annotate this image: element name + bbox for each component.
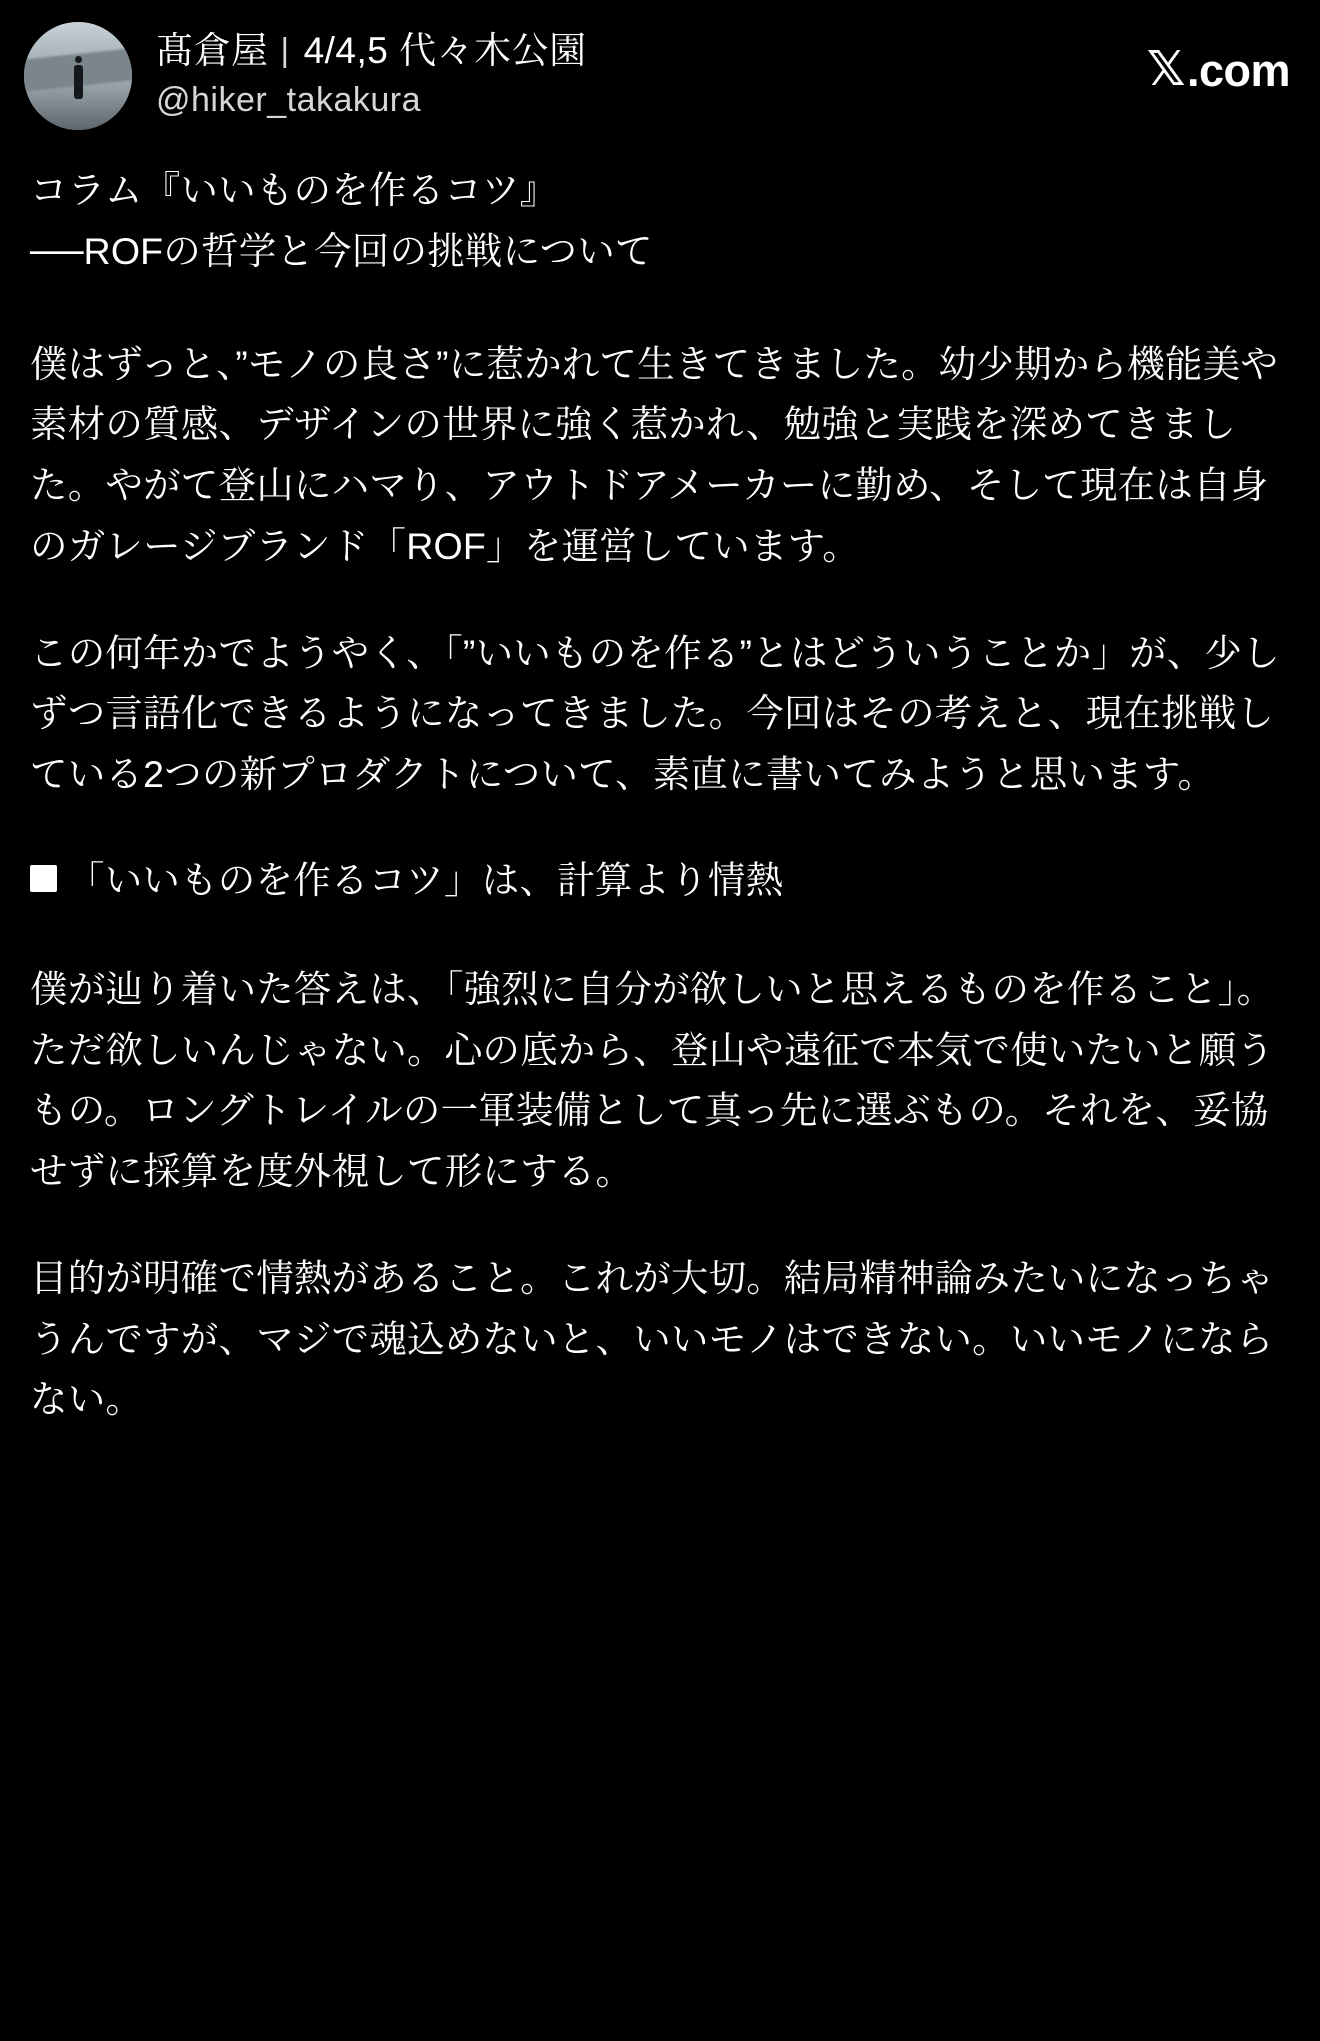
name-separator: | <box>280 31 290 68</box>
x-logo-icon: 𝕏 <box>1146 43 1185 96</box>
display-name-line <box>156 30 1147 73</box>
profile-handle[interactable]: @hiker_takakura <box>156 80 422 119</box>
post-header <box>0 0 1320 132</box>
post-body <box>0 132 1320 1516</box>
post-paragraph-4: 目的が明確で情熱があること。これが大切。結局精神論みたいになっちゃうんですが、マジで魂込めないと、いいモノはできない。いいモノにならない。 <box>30 1256 1275 1421</box>
display-name[interactable]: 髙倉屋 <box>156 30 269 71</box>
avatar-person-silhouette <box>74 65 83 99</box>
avatar[interactable] <box>24 22 132 130</box>
post-paragraph-1: 僕はずっと、”モノの良さ”に惹かれて生きてきました。幼少期から機能美や素材の質感、デザインの世界に強く惹かれ、勉強と実践を深めてきました。やがて登山にハマり、アウトドアメーカーに勤め、そして現在は自身のガレージブランド「ROF」を運営しています。 <box>30 342 1279 567</box>
post-heading-1 <box>30 851 1280 909</box>
post-paragraph-2: この何年かでようやく、「”いいものを作る”とはどういうことか」が、少しずつ言語化できるようになってきました。今回はその考えと、現在挑戦している2つの新プロダクトについて、素直に書いてみようと思います。 <box>30 631 1280 795</box>
square-bullet-icon <box>30 865 57 892</box>
display-name-extra: 4/4,5 代々木公園 <box>303 30 587 71</box>
post-title-line1: コラム『いいものを作るコツ』 <box>30 169 558 211</box>
x-com-brand <box>1147 22 1290 94</box>
post-title <box>30 160 1280 282</box>
brand-suffix-label: .com <box>1186 44 1290 96</box>
post-title-line2: ──ROFの哲学と今回の挑戦について <box>30 229 653 272</box>
post-paragraph-3: 僕が辿り着いた答えは、「強烈に自分が欲しいと思えるものを作ること」。ただ欲しいんじゃない。心の底から、登山や遠征で本気で使いたいと願うもの。ロングトレイルの一軍装備として真っ先に選ぶもの。それを、妥協せずに採算を度外視して形にする。 <box>30 967 1275 1193</box>
profile-name-block <box>156 22 1147 120</box>
post-heading-1-text: 「いいものを作るコツ」は、計算より情熱 <box>67 858 784 901</box>
